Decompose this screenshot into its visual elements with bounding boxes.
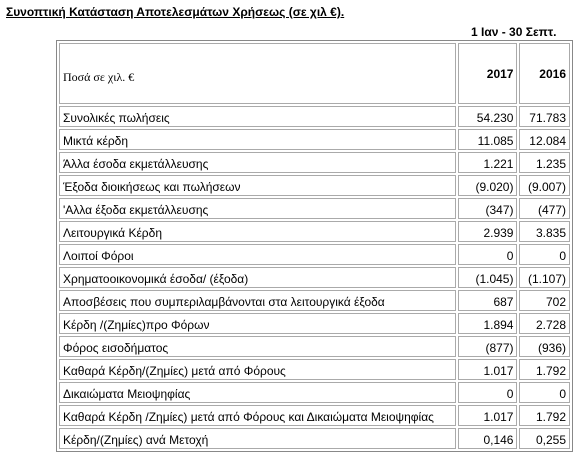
value-2016: (1.107)	[519, 267, 570, 288]
table-row	[59, 359, 570, 380]
row-label: Κέρδη/(Ζημίες) ανά Μετοχή	[59, 428, 456, 449]
row-label: Λοιποί Φόροι	[59, 244, 456, 265]
value-2016: 0,255	[519, 428, 570, 449]
value-2017: 1.894	[458, 313, 518, 334]
row-label: Έξοδα διοικήσεως και πωλήσεων	[59, 175, 456, 196]
value-2016: 1.792	[519, 405, 570, 426]
row-label: Άλλα έσοδα εκμετάλλευσης	[59, 152, 456, 173]
value-2017: 1.017	[458, 359, 518, 380]
table-row	[59, 129, 570, 150]
value-2016: 71.783	[519, 106, 570, 127]
table-row	[59, 106, 570, 127]
row-label: Αποσβέσεις που συμπεριλαμβάνονται στα λειτουργικά έξοδα	[59, 290, 456, 311]
value-2017: 687	[458, 290, 518, 311]
table-row	[59, 428, 570, 449]
value-2017: (877)	[458, 336, 518, 357]
row-label: Μικτά κέρδη	[59, 129, 456, 150]
value-2016: 1.235	[519, 152, 570, 173]
value-2016: 1.792	[519, 359, 570, 380]
value-2016: (477)	[519, 198, 570, 219]
table-row	[59, 405, 570, 426]
report-title: Συνοπτική Κατάσταση Αποτελεσμάτων Χρήσεως (σε χιλ €).	[6, 5, 345, 19]
value-2017: 1.221	[458, 152, 518, 173]
value-2017: 2.939	[458, 221, 518, 242]
value-2017: 1.017	[458, 405, 518, 426]
table-row	[59, 267, 570, 288]
table-row	[59, 290, 570, 311]
row-label: Συνολικές πωλήσεις	[59, 106, 456, 127]
table-header-row	[59, 43, 570, 104]
table-row	[59, 313, 570, 334]
row-label: Χρηματοοικονομικά έσοδα/ (έξοδα)	[59, 267, 456, 288]
table-row	[59, 336, 570, 357]
year-header-2016: 2016	[519, 43, 570, 104]
row-label: Φόρος εισοδήματος	[59, 336, 456, 357]
income-statement-table	[56, 40, 573, 452]
value-2017: 0	[458, 244, 518, 265]
table-row	[59, 382, 570, 403]
period-label: 1 Ιαν - 30 Σεπτ.	[471, 25, 557, 39]
table-row	[59, 244, 570, 265]
value-2016: 12.084	[519, 129, 570, 150]
unit-label: Ποσά σε χιλ. €	[59, 43, 456, 104]
value-2017: 11.085	[458, 129, 518, 150]
row-label: 'Αλλα έξοδα εκμετάλλευσης	[59, 198, 456, 219]
value-2016: 702	[519, 290, 570, 311]
value-2016: 0	[519, 382, 570, 403]
row-label: Κέρδη /(Ζημίες)προ Φόρων	[59, 313, 456, 334]
row-label: Λειτουργικά Κέρδη	[59, 221, 456, 242]
value-2017: 54.230	[458, 106, 518, 127]
table-row	[59, 152, 570, 173]
row-label: Δικαιώματα Μειοψηφίας	[59, 382, 456, 403]
table-row	[59, 198, 570, 219]
value-2016: 0	[519, 244, 570, 265]
row-label: Καθαρά Κέρδη /Ζημίες) μετά από Φόρους και Δικαιώματα Μειοψηφίας	[59, 405, 456, 426]
value-2017: (1.045)	[458, 267, 518, 288]
value-2017: (347)	[458, 198, 518, 219]
row-label: Καθαρά Κέρδη/(Ζημίες) μετά από Φόρους	[59, 359, 456, 380]
value-2016: (9.007)	[519, 175, 570, 196]
value-2017: 0,146	[458, 428, 518, 449]
value-2017: 0	[458, 382, 518, 403]
table-row	[59, 221, 570, 242]
table-row	[59, 175, 570, 196]
value-2017: (9.020)	[458, 175, 518, 196]
value-2016: 3.835	[519, 221, 570, 242]
year-header-2017: 2017	[458, 43, 518, 104]
value-2016: (936)	[519, 336, 570, 357]
value-2016: 2.728	[519, 313, 570, 334]
